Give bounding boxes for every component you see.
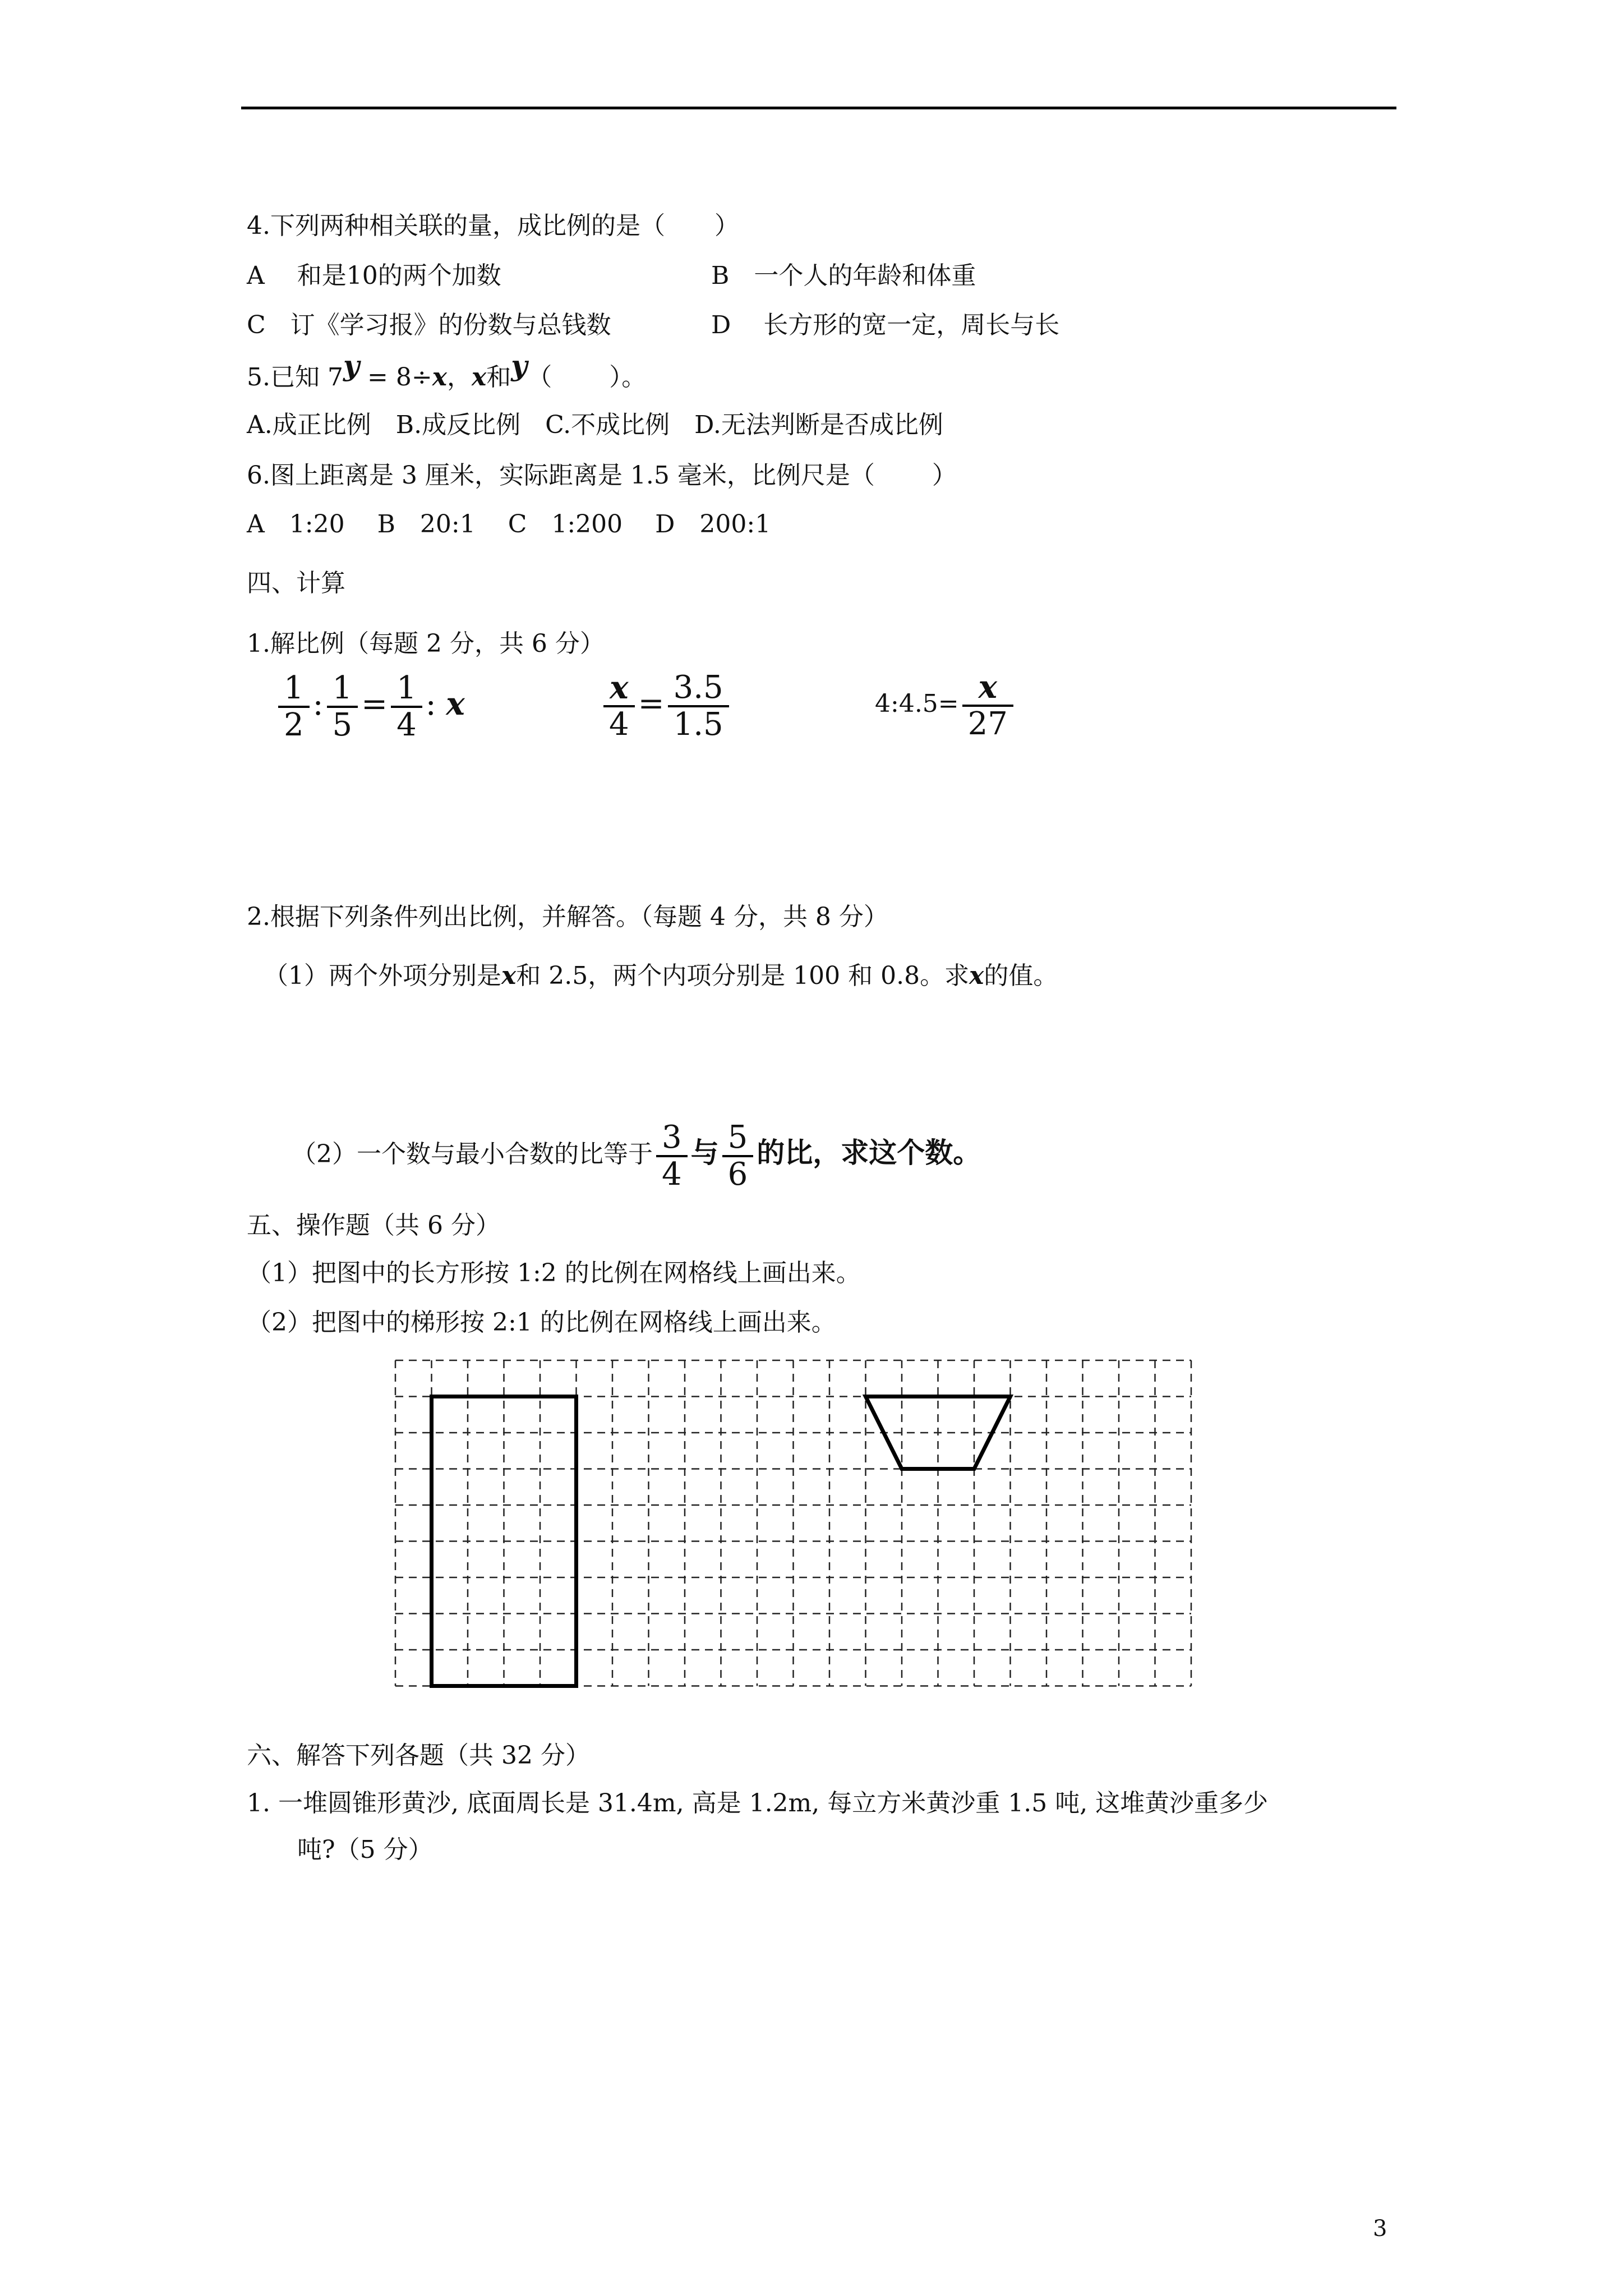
q5-var-y: y	[343, 349, 360, 382]
eq2-frac-1: $\frac{x}{4}$	[603, 670, 635, 742]
section6-q1-line2: 吨?（5 分）	[297, 1835, 433, 1864]
eq1-frac-2: $\frac{1}{5}$	[327, 671, 358, 743]
q5-stem	[247, 349, 647, 394]
q4-option-a: A 和是10的两个加数	[247, 261, 501, 290]
drawing-grid[interactable]	[393, 1358, 1195, 1728]
p2-frac-1: $\frac{3}{4}$	[656, 1120, 688, 1192]
eq1-frac-1: $\frac{1}{2}$	[278, 671, 310, 743]
section4-sub2: 2.根据下列条件列出比例，并解答。（每题 4 分，共 8 分）	[247, 903, 888, 931]
eq1-frac-3: $\frac{1}{4}$	[391, 671, 422, 743]
q5-options: A.成正比例 B.成反比例 C.不成比例 D.无法判断是否成比例	[247, 411, 943, 439]
section4-problem-2: （2）一个数与最小合数的比等于 $\frac{3}{4}$ 与 $\frac{5}{6}$ 的比，求这个数。	[292, 1119, 981, 1193]
q5-end: （ ）。	[527, 363, 647, 392]
section4-title: 四、计算	[247, 569, 345, 597]
q4-stem: 4.下列两种相关联的量，成比例的是（ ）	[247, 211, 739, 240]
q4-option-d: D 长方形的宽一定，周长与长	[711, 311, 1060, 339]
section5-title: 五、操作题（共 6 分）	[247, 1211, 500, 1240]
page-number: 3	[1373, 2216, 1387, 2242]
q5-var-x2: x	[471, 363, 487, 392]
equation-3	[875, 668, 1017, 742]
q6-stem: 6.图上距离是 3 厘米，实际距离是 1.5 毫米，比例尺是（ ）	[247, 461, 957, 490]
equation-2: $\frac{x}{4}$ = $\frac{3.5}{1.5}$	[600, 668, 732, 742]
eq2-frac-2: $\frac{3.5}{1.5}$	[668, 670, 729, 742]
q5-mid: = 8÷	[359, 363, 432, 392]
q6-options: A 1:20 B 20:1 C 1:200 D 200:1	[247, 510, 771, 539]
equation-1: $\frac{1}{2}$ : $\frac{1}{5}$ = $\frac{1}{4}$ : x	[275, 668, 465, 743]
eq3-frac: $\frac{x}{27}$	[962, 670, 1013, 742]
q4-option-c: C 订《学习报》的份数与总钱数	[247, 311, 611, 339]
section5-item-1: （1）把图中的长方形按 1:2 的比例在网格线上画出来。	[247, 1259, 861, 1287]
p1-var-x2: x	[969, 961, 984, 990]
section6-title: 六、解答下列各题（共 32 分）	[247, 1741, 590, 1770]
section4-sub1: 1.解比例（每题 2 分，共 6 分）	[247, 629, 605, 658]
q5-prefix: 5.已知 7	[247, 363, 343, 392]
q5-var-x: x	[432, 363, 447, 392]
eq1-var-x: x	[446, 685, 465, 723]
q5-and: 和	[486, 363, 511, 392]
q5-comma: ，	[446, 363, 472, 392]
section6-q1-line1: 1. 一堆圆锥形黄沙, 底面周长是 31.4m, 高是 1.2m, 每立方米黄沙重 1.5 吨, 这堆黄沙重多少	[247, 1789, 1269, 1818]
p1-var-x: x	[501, 961, 517, 990]
header-rule	[241, 107, 1396, 109]
q4-option-b: B 一个人的年龄和体重	[711, 261, 976, 290]
section4-problem-1: （1）两个外项分别是x和 2.5，两个内项分别是 100 和 0.8。求x的值。	[264, 961, 1058, 990]
section5-item-2: （2）把图中的梯形按 2:1 的比例在网格线上画出来。	[247, 1308, 836, 1337]
eq3-prefix: 4:4.5=	[875, 689, 959, 718]
p2-frac-2: $\frac{5}{6}$	[722, 1120, 754, 1192]
q5-var-y2: y	[511, 349, 528, 382]
